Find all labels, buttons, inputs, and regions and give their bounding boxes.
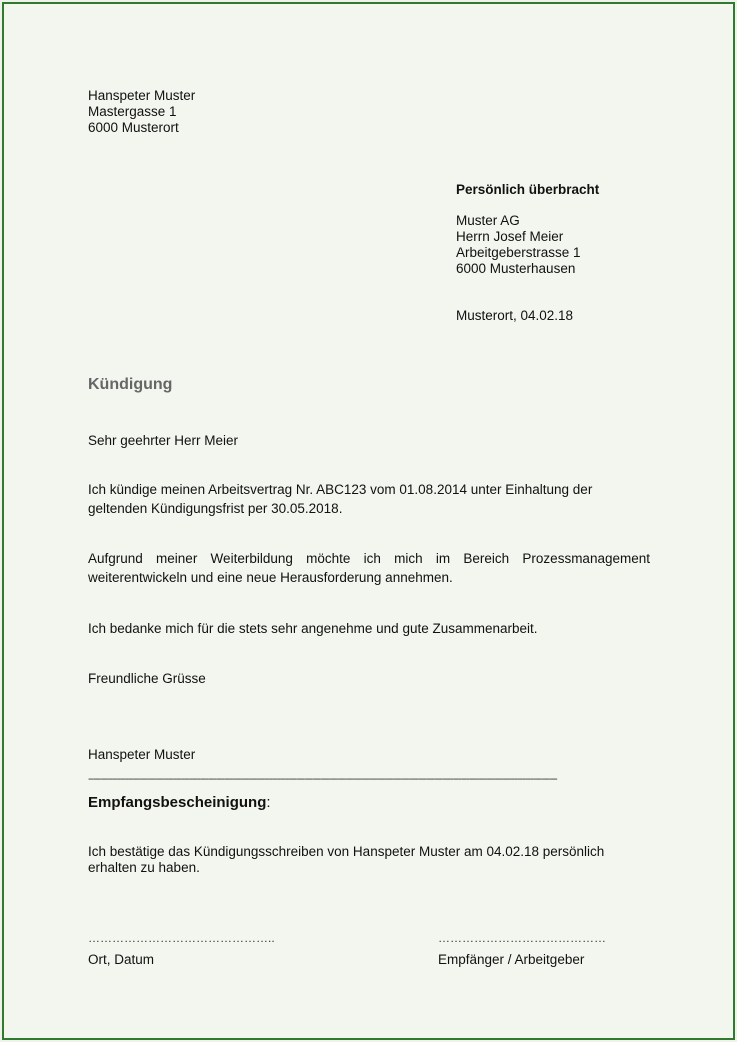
receipt-title-colon: : <box>266 794 271 811</box>
sender-street: Mastergasse 1 <box>88 104 177 119</box>
delivery-note: Persönlich überbracht <box>456 182 600 197</box>
sender-address <box>88 88 195 136</box>
recipient-company: Muster AG <box>456 213 520 228</box>
sender-city: 6000 Musterort <box>88 120 179 135</box>
closing: Freundliche Grüsse <box>88 671 206 686</box>
place-date-label: Ort, Datum <box>88 952 155 967</box>
recipient-street: Arbeitgeberstrasse 1 <box>456 245 581 260</box>
receipt-title: Empfangsbescheinigung <box>88 794 267 811</box>
paragraph-thanks: Ich bedanke mich für die stets sehr angenehme und gute Zusammenarbeit. <box>88 621 538 636</box>
letter-subject: Kündigung <box>88 376 173 393</box>
paragraph-notice: Ich kündige meinen Arbeitsvertrag Nr. ABC123 vom 01.08.2014 unter Einhaltung der geltenden Kündigungsfrist per 30.05.2018. <box>88 482 593 516</box>
recipient-signature-line: …………………………………… <box>438 931 606 945</box>
place-date: Musterort, 04.02.18 <box>456 308 574 323</box>
salutation: Sehr geehrter Herr Meier <box>88 433 239 448</box>
recipient-label: Empfänger / Arbeitgeber <box>438 952 585 967</box>
recipient-city: 6000 Musterhausen <box>456 261 576 276</box>
receipt-heading <box>88 795 271 811</box>
sender-name: Hanspeter Muster <box>88 88 196 103</box>
place-date-signature-line: ……………………………………….. <box>88 931 275 945</box>
paragraph-reason: Aufgrund meiner Weiterbildung möchte ich mich im Bereich Prozessmanagement weiterentwickeln und eine neue Herausforderung annehmen. <box>88 551 650 585</box>
page-frame <box>2 2 735 1040</box>
signature-name: Hanspeter Muster <box>88 747 196 762</box>
cut-separator: -------------------------------------------------------------------------------------------------------------------------------------------------------------------------------- <box>88 773 557 785</box>
recipient-contact: Herrn Josef Meier <box>456 229 564 244</box>
recipient-address <box>456 213 581 277</box>
receipt-text: Ich bestätige das Kündigungsschreiben von Hanspeter Muster am 04.02.18 persönlich erhalten zu haben. <box>88 844 605 875</box>
